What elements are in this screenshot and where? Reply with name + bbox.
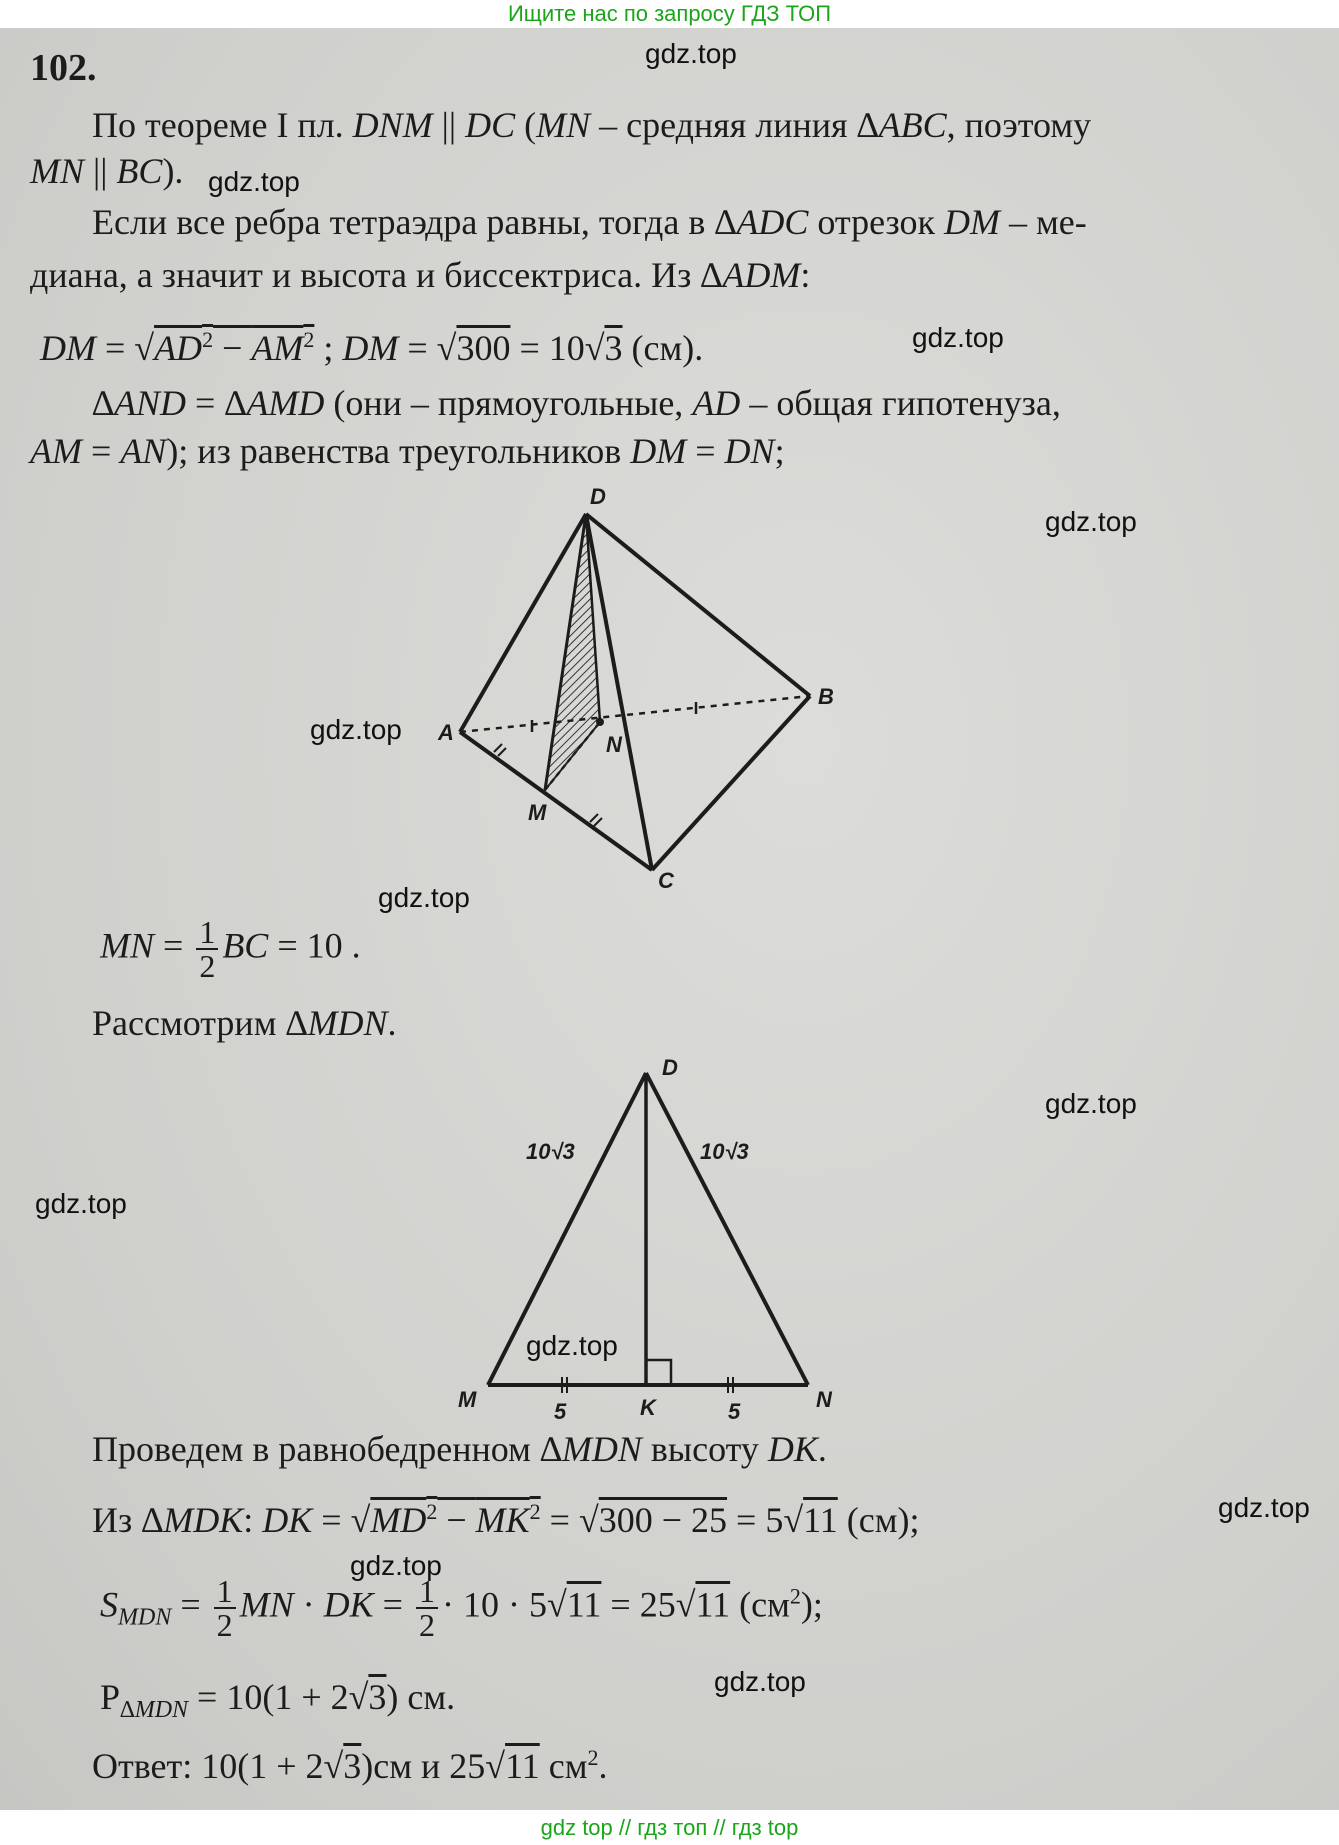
watermark: gdz.top [350,1550,442,1581]
label-d: D [662,1055,678,1080]
watermark: gdz.top [645,38,737,69]
text: Рассмотрим ∆ [92,1003,308,1043]
text: = √ [312,1500,371,1540]
text: AD [692,383,741,423]
text: MD [370,1500,427,1540]
label-m: M [458,1387,477,1412]
text-line-1 [92,106,1091,146]
radicand: 300 [456,328,511,368]
text: = 5√ [727,1500,804,1540]
numerator: 1 [214,1575,236,1609]
text-line-7 [30,432,785,472]
watermark: gdz.top [378,882,470,913]
text: ( [515,105,537,145]
text: MDN [561,1429,642,1469]
triangle-mdn-figure [450,1045,870,1420]
radicand: 11 [566,1584,602,1625]
tick-mark [498,748,506,756]
text: DK [323,1584,374,1625]
formula-dk [92,1500,920,1541]
text: = [171,1584,210,1625]
label-a: A [438,720,454,745]
text: = [373,1584,412,1625]
text: = ∆ [186,383,247,423]
text: (они – прямоугольные, [324,383,693,423]
text: = √ [96,328,155,368]
label-n: N [606,732,622,757]
text: ADC [736,202,809,242]
text: DC [465,105,516,145]
text: ) см. [386,1677,456,1717]
text: . [387,1003,397,1043]
text: = [154,925,193,966]
edge-db [586,514,810,696]
text: 2 [303,327,315,352]
text: MDN [307,1003,388,1043]
denominator: 2 [418,1607,435,1643]
text: 2 [529,1499,541,1524]
edge-ab-hidden [460,696,810,732]
text: = 10(1 + 2√ [188,1677,369,1717]
text: MN [30,151,84,191]
text-line-3 [92,203,1087,243]
label-d: D [590,484,606,509]
text: : [243,1500,263,1540]
text-height [92,1430,827,1470]
radicand: 11 [505,1746,540,1786]
formula-dm [40,328,703,369]
text: DM [944,202,1001,242]
radicand: 300 − 25 [598,1500,728,1540]
text: (см). [622,328,704,368]
radicand [370,1500,540,1540]
text: Ответ: 10(1 + 2√ [92,1746,344,1786]
text: · 10 · 5√ [441,1584,567,1625]
label-side-left: 10√3 [526,1139,575,1164]
formula-area [100,1575,823,1641]
tick-mark [594,818,602,826]
label-k: K [640,1395,656,1420]
radicand [154,328,314,368]
denominator: 2 [199,948,216,984]
text: ∆MDN [120,1697,189,1724]
tick-mark [494,744,502,752]
text: || [84,151,117,191]
radicand: 3 [343,1746,362,1786]
text: AND [114,383,187,423]
text: По теореме I пл. [92,105,353,145]
edge-bc [652,696,810,870]
text: BC [116,151,163,191]
text: − [437,1500,476,1540]
text: DM [40,328,96,368]
text: 2 [789,1583,801,1609]
text: (см [730,1584,790,1625]
watermark: gdz.top [310,714,402,745]
text: DK [262,1500,313,1540]
watermark: gdz.top [208,166,300,197]
text: MN [100,925,154,966]
denominator: 2 [216,1607,233,1643]
watermark: gdz.top [1218,1492,1310,1523]
label-seg-right: 5 [728,1399,741,1420]
text: Проведем в равнобедренном ∆ [92,1429,562,1469]
text: 2 [202,327,214,352]
text: . [598,1746,608,1786]
text: ∆ [92,383,115,423]
radicand: 11 [695,1584,731,1625]
side-dn [646,1073,808,1385]
text: AN [120,431,167,471]
text: MDN [118,1604,172,1631]
text: DK [767,1429,818,1469]
text: – средняя линия ∆ [590,105,879,145]
numerator: 1 [416,1575,438,1609]
text-line-4 [30,256,810,296]
watermark: gdz.top [1045,1088,1137,1119]
text: , поэтому [946,105,1092,145]
text: AMD [246,383,325,423]
right-angle-mark [646,1360,671,1385]
text-line-2 [30,152,183,192]
watermark: gdz.top [35,1188,127,1219]
text: = 10 . [268,925,361,966]
tetrahedron-figure [420,480,880,900]
text-line-6 [92,384,1061,424]
label-b: B [818,684,834,709]
text: ADM [722,255,801,295]
label-c: C [658,868,674,893]
text: AM [251,328,304,368]
watermark: gdz.top [912,322,1004,353]
text: – ме- [1000,202,1087,242]
text: MN [239,1584,294,1625]
watermark: gdz.top [526,1330,618,1361]
label-n: N [816,1387,832,1412]
text: = √ [540,1500,599,1540]
text: – общая гипотенуза, [740,383,1061,423]
watermark: gdz.top [1045,506,1137,537]
formula-perimeter [100,1678,455,1724]
bottom-banner[interactable]: gdz top // гдз топ // гдз top [0,1810,1339,1845]
text: AD [154,328,203,368]
text-consider [92,1004,397,1044]
fraction [196,916,218,982]
text: см [539,1746,588,1786]
text: ); из равенства треугольников [166,431,631,471]
label-side-right: 10√3 [700,1139,749,1164]
text: AM [30,431,82,471]
text: Если все ребра тетраэдра равны, тогда в ∆ [92,202,737,242]
text: диана, а значит и высота и биссектриса. Из ∆ [30,255,723,295]
fraction [214,1575,236,1641]
text: = [81,431,121,471]
text: ; [774,431,785,471]
tick-mark [590,814,598,822]
text: отрезок [808,202,945,242]
problem-number: 102. [30,47,97,89]
point-n [596,718,604,726]
radicand: 11 [803,1500,838,1540]
text: S [100,1584,118,1625]
fraction [416,1575,438,1641]
text: . [817,1429,827,1469]
text: 2 [426,1499,438,1524]
top-banner[interactable]: Ищите нас по запросу ГДЗ ТОП [0,0,1339,28]
text: : [800,255,811,295]
text: Из ∆ [92,1500,164,1540]
text: )см и 25√ [361,1746,506,1786]
text: DNM [352,105,433,145]
text: ); [800,1584,823,1625]
text: ABC [878,105,947,145]
label-seg-left: 5 [554,1399,567,1420]
text: 2 [587,1745,599,1770]
text: высоту [641,1429,768,1469]
text: MDK [163,1500,244,1540]
text: = [686,431,725,471]
answer [92,1746,608,1787]
text: BC [222,925,269,966]
text: P [100,1677,121,1717]
text: DM [630,431,687,471]
text: = 10√ [510,328,605,368]
text: DM [342,328,399,368]
numerator: 1 [196,916,218,950]
radicand: 3 [604,328,623,368]
text: ; [314,328,343,368]
watermark: gdz.top [714,1666,806,1697]
text: MK [475,1500,530,1540]
text: MN [536,105,591,145]
radicand: 3 [368,1677,387,1717]
formula-mn [100,916,361,982]
text: = 25√ [601,1584,696,1625]
text: · [293,1584,324,1625]
text: || [432,105,466,145]
text: = √ [398,328,457,368]
text: (см); [837,1500,920,1540]
text: DN [724,431,775,471]
text: − [213,328,252,368]
text: ). [162,151,184,191]
label-m: M [528,800,547,825]
